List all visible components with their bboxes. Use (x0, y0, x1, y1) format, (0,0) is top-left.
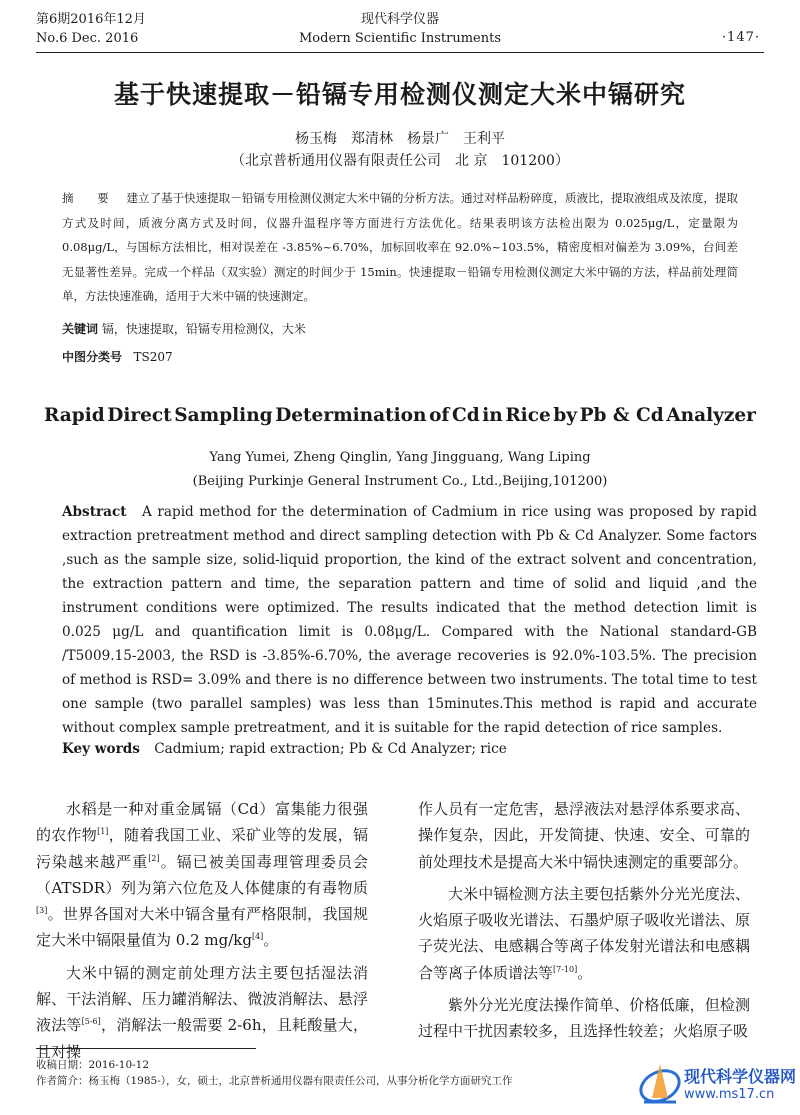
body-text: 水稻是一种对重金属镉（Cd）富集能力很强的农作物 (36, 800, 368, 845)
body-text: 。镉已被美国毒理管理委员会（ATSDR）列为第六位危及人体健康的有毒物质 (36, 852, 368, 897)
citation: [5-6] (81, 1017, 101, 1027)
body-paragraph (418, 881, 750, 986)
body-text: ，消解法一般需要 2-6h，且耗酸量大，且对操 (36, 1016, 368, 1061)
classification-cn (62, 348, 173, 365)
citation: [2] (148, 853, 160, 863)
paper-title-cn: 基于快速提取－铅镉专用检测仪测定大米中镉研究 (113, 80, 686, 109)
watermark-url: www.ms17.cn (684, 1087, 775, 1102)
title-en-word: in (482, 405, 503, 426)
citation: [7-10] (553, 964, 578, 974)
title-en-word: by (553, 405, 578, 426)
body-paragraph: 紫外分光光度法操作简单、价格低廉，但检测过程中干扰因素较多，且选择性较差；火焰原子吸 (418, 996, 750, 1041)
keywords-en-text: Cadmium; rapid extraction; Pb & Cd Analyzer; rice (154, 741, 507, 757)
citation: [4] (251, 932, 264, 942)
citation: [3] (36, 906, 48, 916)
abstract-cn-label: 摘 要 (62, 191, 119, 205)
paper-title-en (44, 405, 756, 426)
authors-en: Yang Yumei, Zheng Qinglin, Yang Jingguang, Wang Liping (209, 450, 591, 465)
citation: [1] (97, 827, 109, 837)
title-en-word: Direct (107, 405, 172, 426)
classification-cn-text: TS207 (133, 350, 173, 364)
abstract-en-text: A rapid method for the determination of Cadmium in rice using was proposed by rapid extraction pretreatment method and direct sampling detection with Pb & Cd Analyzer. Some factors ,such as the sample size, solid-liquid proportion, the kind of the extract solvent and concentration, the extraction pattern and time, the separation pattern and time of solid and liquid ,and the instrument conditions were optimized. The results indicated that the method detection limit is 0.025 μg/L and quantification limit is 0.08μg/L. Compared with the National standard-GB /T5009.15-2003, the RSD is -3.85%-6.70%, the average recoveries is 92.0%-103.5%. The precision of method is RSD= 3.09% and there is no difference between two instruments. The total time to test one sample (two parallel samples) was less than 15minutes.This method is rapid and accurate without complex sample pretreatment, and it is suitable for the rapid detection of rice samples. (62, 504, 758, 736)
body-paragraph: 作人员有一定危害，悬浮液法对悬浮体系要求高、操作复杂，因此，开发简捷、快速、安全、可靠的前处理技术是提高大米中镉快速测定的重要部分。 (418, 800, 750, 871)
affiliation-en: (Beijing Purkinje General Instrument Co., Ltd.,Beijing,101200) (192, 474, 608, 489)
body-paragraph (36, 796, 368, 954)
journal-cn: 现代科学仪器 (360, 12, 439, 27)
issue-en: No.6 Dec. 2016 (36, 31, 139, 46)
title-en-word: Cd (451, 405, 480, 426)
title-en-word: Analyzer (666, 405, 756, 426)
body-text: 大米中镉检测方法主要包括紫外分光光度法、火焰原子吸收光谱法、石墨炉原子吸收光谱法、原子荧光法、电感耦合等离子体发射光谱法和电感耦合等离子体质谱法等 (418, 884, 750, 982)
title-en-word: of (429, 405, 450, 426)
abstract-en (62, 500, 757, 740)
title-en-word: Pb & Cd (579, 405, 664, 426)
footnote-rule (36, 1048, 256, 1049)
footnote-author-bio: 作者简介：杨玉梅（1985-），女，硕士，北京普析通用仪器有限责任公司，从事分析化学方面研究工作 (36, 1075, 513, 1087)
abstract-cn-text: 建立了基于快速提取－铅镉专用检测仪测定大米中镉的分析方法。通过对样品粉碎度，质液比，提取液组成及浓度，提取方式及时间，质液分离方式及时间，仪器升温程序等方面进行方法优化。结果表明该方法检出限为 0.025μg/L，定量限为 0.08μg/L，与国标方法相比，相对误差在 -3.85%~6.70%，加标回收率在 92.0%~103.5%，精密度相对偏差为 3.09%，台间差无显著性差异。完成一个样品（双实验）测定的时间少于 15min。快速提取－铅镉专用检测仪测定大米中镉的方法，样品前处理简单，方法快速准确，适用于大米中镉的快速测定。 (62, 191, 739, 303)
header-rule (36, 52, 764, 53)
keywords-cn-label: 关键词 (62, 322, 99, 336)
title-en-word: Rice (505, 405, 551, 426)
body-text: 。 (263, 931, 279, 950)
abstract-cn (62, 186, 738, 309)
journal-name (0, 10, 800, 48)
body-text: 大米中镉的测定前处理方法主要包括湿法消解、干法消解、压力罐消解法、微波消解法、悬浮液法等 (36, 963, 368, 1035)
keywords-en (62, 741, 507, 757)
body-paragraph (36, 960, 368, 1065)
title-en-word: Rapid (44, 405, 105, 426)
keywords-cn-text: 镉，快速提取，铅镉专用检测仪，大米 (101, 322, 306, 336)
body-text: ，随着我国工业、采矿业等的发展，镉污染越来越严重 (36, 826, 368, 871)
body-column-left (36, 796, 368, 1065)
keywords-en-label: Key words (62, 741, 140, 757)
body-text: 。世界各国对大米中镉含量有严格限制，我国规定大米中镉限量值为 0.2 mg/kg (36, 905, 368, 950)
affiliation-cn: （北京普析通用仪器有限责任公司 北 京 101200） (231, 153, 569, 169)
body-column-right (418, 796, 750, 1045)
title-en-word: Determination (275, 405, 427, 426)
journal-en: Modern Scientific Instruments (298, 31, 502, 46)
footnote-received: 收稿日期：2016-10-12 (36, 1059, 150, 1071)
title-en-word: Sampling (174, 405, 273, 426)
page-number: ·147· (721, 30, 760, 45)
microscope-logo-icon (638, 1058, 682, 1108)
authors-cn: 杨玉梅 郑清林 杨景广 王利平 (295, 131, 505, 147)
issue-cn: 第6期2016年12月 (36, 12, 146, 27)
footnote (36, 1057, 513, 1089)
body-text: 。 (577, 963, 593, 982)
watermark-logo (638, 1056, 798, 1111)
abstract-en-label: Abstract (62, 504, 127, 520)
keywords-cn (62, 320, 306, 337)
classification-cn-label: 中图分类号 (62, 350, 123, 364)
watermark-name: 现代科学仪器网 (684, 1067, 797, 1086)
